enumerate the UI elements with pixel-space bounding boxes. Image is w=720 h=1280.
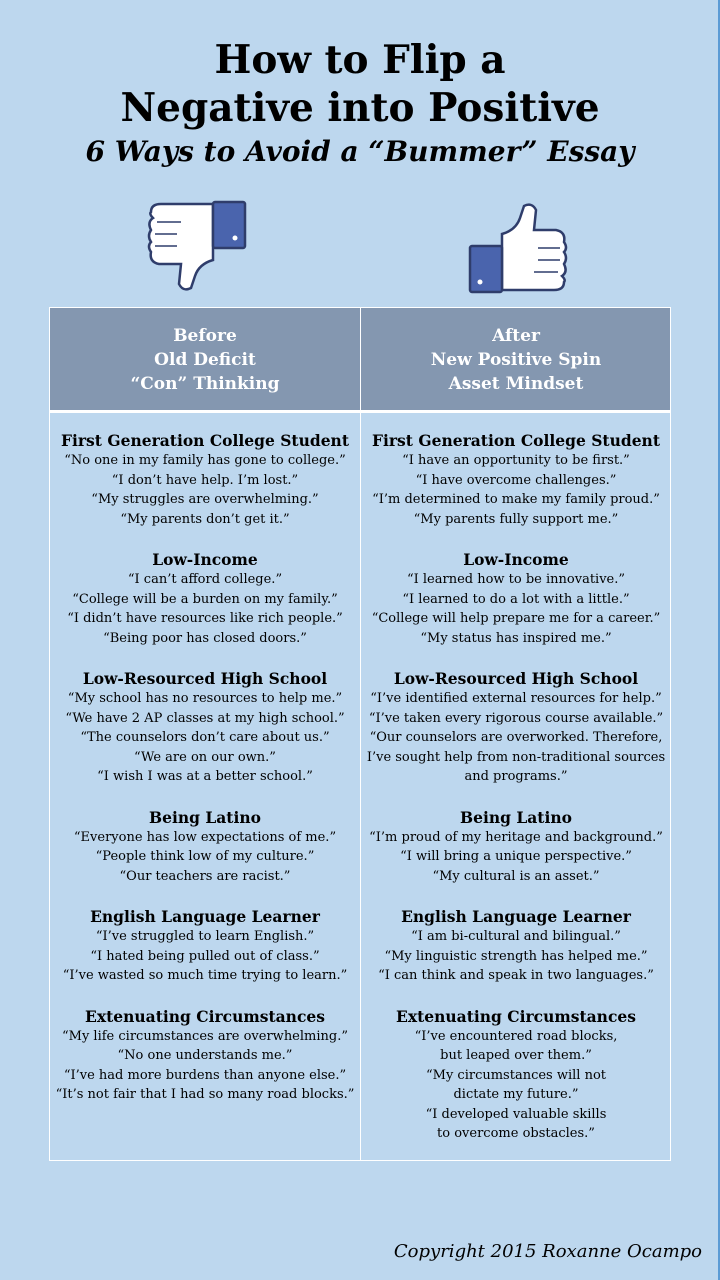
after-section	[361, 549, 671, 648]
after-section	[361, 430, 671, 529]
quote-line: I’ve sought help from non-traditional sources	[366, 749, 666, 765]
section-title: First Generation College Student	[61, 431, 349, 450]
quote-line: “College will be a burden on my family.”	[72, 591, 338, 607]
quote-line: “I’ve had more burdens than anyone else.”	[63, 1067, 347, 1083]
section-title: Low-Income	[463, 550, 569, 569]
quote-line: “I learned how to be innovative.”	[406, 572, 626, 587]
section-title: English Language Learner	[401, 907, 631, 926]
section-title: Low-Income	[152, 550, 258, 569]
quote-line: “I’ve encountered road blocks,	[414, 1028, 618, 1044]
comparison-table	[49, 307, 671, 1161]
quote-line: “I’m determined to make my family proud.”	[372, 492, 660, 507]
quote-line: “I’ve wasted so much time trying to learn.”	[62, 968, 348, 983]
after-section	[361, 807, 671, 887]
quote-line: “I’m proud of my heritage and background.”	[369, 829, 663, 845]
quote-line: “My struggles are overwhelming.”	[91, 492, 319, 507]
thumbs-down-icon	[147, 200, 249, 292]
copyright: Copyright 2015 Roxanne Ocampo	[393, 1241, 702, 1262]
before-section	[50, 549, 360, 648]
quote-line: “My cultural is an asset.”	[432, 868, 600, 884]
quote-line: “I can’t afford college.”	[127, 572, 283, 587]
quote-line: “I have an opportunity to be first.”	[402, 453, 630, 468]
header-before-line: Old Deficit	[154, 350, 256, 370]
title-line-2: Negative into Positive	[120, 85, 600, 131]
quote-line: “Everyone has low expectations of me.”	[73, 829, 337, 845]
quote-line: “It’s not fair that I had so many road blocks.”	[55, 1087, 355, 1102]
quote-line: and programs.”	[464, 769, 568, 784]
quote-line: “My school has no resources to help me.”	[67, 691, 343, 706]
quote-line: “I learned to do a lot with a little.”	[402, 591, 630, 607]
quote-line: “I’ve identified external resources for help.”	[370, 691, 662, 706]
quote-line: “I hated being pulled out of class.”	[90, 948, 320, 964]
quote-line: “I will bring a unique perspective.”	[400, 849, 632, 864]
quote-line: “My life circumstances are overwhelming.”	[62, 1028, 348, 1044]
quote-line: “I developed valuable skills	[425, 1106, 607, 1122]
section-title: First Generation College Student	[372, 431, 660, 450]
quote-line: “I wish I was at a better school.”	[97, 769, 313, 784]
quote-line: “We have 2 AP classes at my high school.”	[65, 710, 345, 726]
quote-line: “No one understands me.”	[117, 1048, 293, 1063]
after-section	[361, 1006, 671, 1144]
quote-line: “The counselors don’t care about us.”	[80, 730, 330, 745]
quote-line: “I am bi-cultural and bilingual.”	[411, 929, 621, 944]
quote-line: “College will help prepare me for a career.”	[371, 611, 661, 626]
quote-line: “I have overcome challenges.”	[415, 472, 617, 488]
quote-line: “We are on our own.”	[134, 749, 276, 765]
quote-line: “I’ve taken every rigorous course available.”	[368, 710, 664, 726]
quote-line: to overcome obstacles.”	[437, 1126, 595, 1141]
after-column	[361, 430, 671, 1164]
before-section	[50, 430, 360, 529]
quote-line: “I’ve struggled to learn English.”	[95, 929, 315, 944]
quote-line: “My parents don’t get it.”	[120, 511, 290, 527]
header-before	[50, 324, 360, 396]
after-section	[361, 906, 671, 986]
title-line-1: How to Flip a	[214, 37, 506, 83]
section-title: English Language Learner	[90, 907, 320, 926]
section-title: Extenuating Circumstances	[85, 1006, 325, 1026]
quote-line: “Being poor has closed doors.”	[103, 630, 307, 646]
before-section	[50, 1006, 360, 1105]
header-before-line: Before	[173, 326, 237, 346]
subtitle: 6 Ways to Avoid a “Bummer” Essay	[85, 135, 635, 168]
quote-line: “Our teachers are racist.”	[119, 868, 291, 884]
section-title: Extenuating Circumstances	[396, 1006, 636, 1026]
section-title: Being Latino	[149, 807, 261, 827]
quote-line: “My linguistic strength has helped me.”	[384, 948, 648, 964]
quote-line: but leaped over them.”	[440, 1048, 592, 1063]
quote-line: “My circumstances will not	[425, 1067, 607, 1083]
quote-line: “I don’t have help. I’m lost.”	[111, 472, 299, 488]
quote-line: “I can think and speak in two languages.”	[378, 968, 654, 983]
before-section	[50, 807, 360, 887]
section-title: Being Latino	[460, 807, 572, 827]
quote-line: “I didn’t have resources like rich people.”	[67, 611, 343, 626]
before-section	[50, 906, 360, 986]
header-after	[361, 324, 671, 396]
quote-line: dictate my future.”	[453, 1087, 579, 1102]
section-title: Low-Resourced High School	[82, 669, 328, 688]
quote-line: “My status has inspired me.”	[420, 630, 612, 646]
quote-line: “Our counselors are overworked. Therefore,	[369, 730, 663, 745]
quote-line: “People think low of my culture.”	[95, 849, 315, 864]
quote-line: “No one in my family has gone to college.”	[64, 453, 346, 468]
header-before-line: “Con” Thinking	[130, 374, 280, 394]
quote-line: “My parents fully support me.”	[413, 511, 619, 527]
before-section	[50, 668, 360, 787]
header-after-line: New Positive Spin	[430, 350, 602, 370]
header-after-line: Asset Mindset	[448, 374, 584, 394]
section-title: Low-Resourced High School	[393, 669, 639, 688]
header-after-line: After	[492, 326, 540, 346]
before-column	[50, 430, 360, 1125]
thumbs-up-icon	[466, 202, 568, 294]
after-section	[361, 668, 671, 787]
